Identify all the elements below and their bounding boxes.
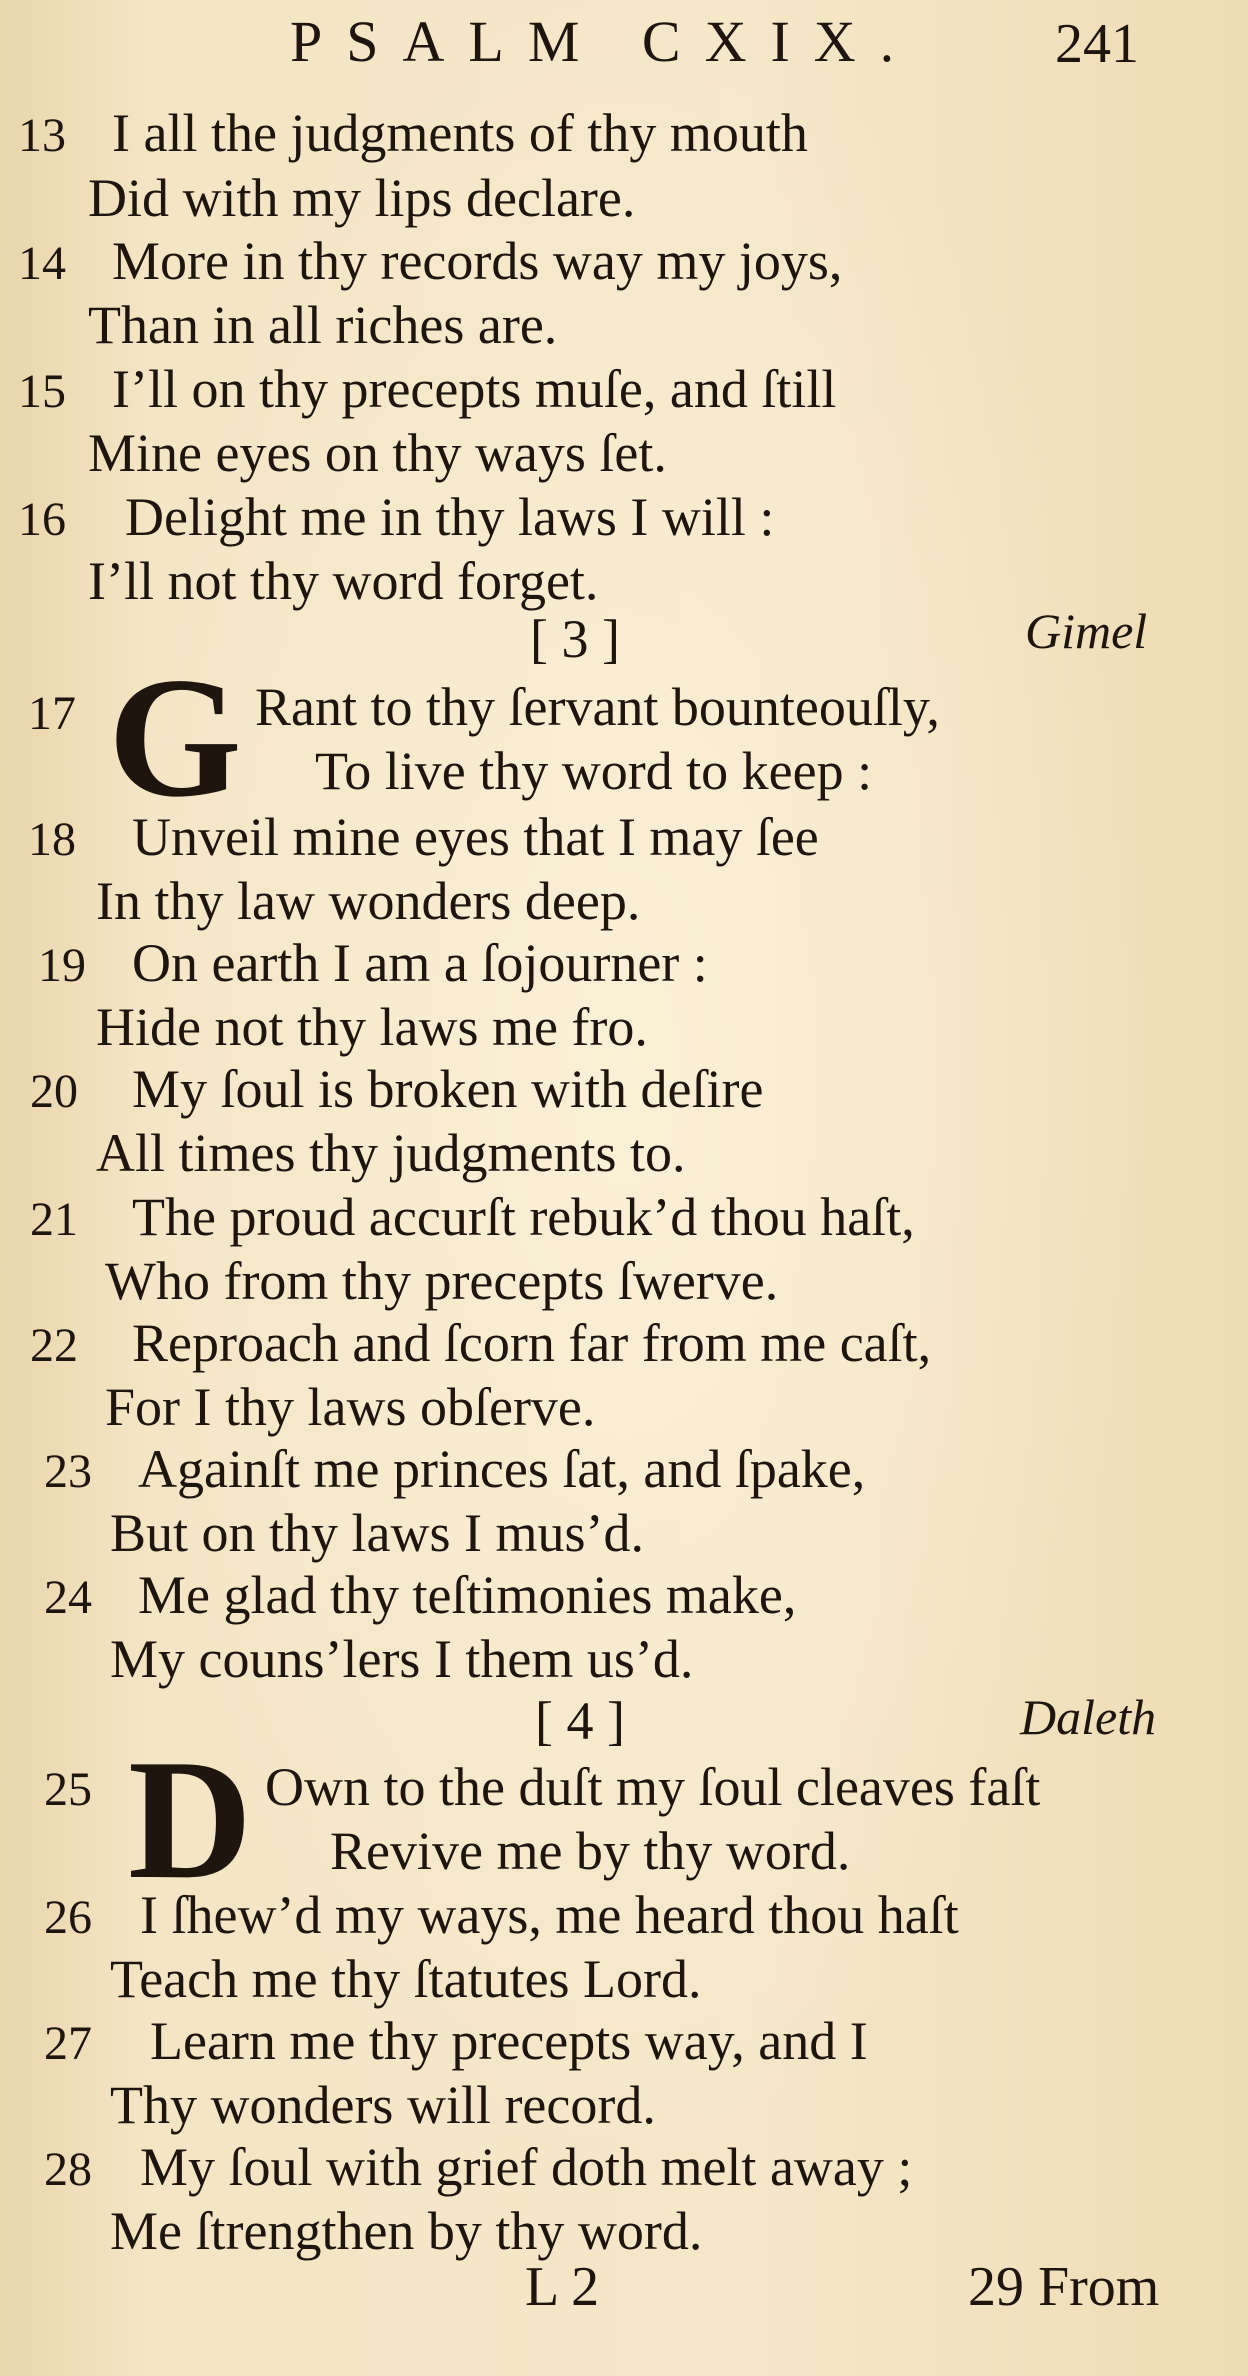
verse-line: I all the judgments of thy mouth bbox=[112, 103, 808, 163]
verse-line: I’ll not thy word forget. bbox=[88, 551, 599, 611]
verse-number: 25 bbox=[44, 1763, 92, 1816]
verse-line: In thy law wonders deep. bbox=[96, 871, 641, 931]
drop-cap-letter: G bbox=[108, 643, 242, 833]
drop-cap-letter: D bbox=[128, 1725, 253, 1915]
verse-line: Revive me by thy word. bbox=[330, 1821, 851, 1881]
verse-number: 27 bbox=[44, 2017, 92, 2070]
verse-line: I’ll on thy precepts muſe, and ſtill bbox=[112, 359, 837, 419]
verse-number: 23 bbox=[44, 1445, 92, 1498]
verse-line: To live thy word to keep : bbox=[315, 741, 873, 801]
verse-line: But on thy laws I mus’d. bbox=[110, 1503, 644, 1563]
verse-number: 22 bbox=[30, 1319, 78, 1372]
verse-line: Unveil mine eyes that I may ſee bbox=[132, 807, 819, 867]
verse-line: Teach me thy ſtatutes Lord. bbox=[110, 1949, 702, 2009]
signature-mark: L 2 bbox=[525, 2256, 600, 2318]
section-number: [ 3 ] bbox=[530, 609, 620, 669]
verse-line: Thy wonders will record. bbox=[110, 2075, 656, 2135]
verse-line: Againſt me princes ſat, and ſpake, bbox=[138, 1439, 866, 1499]
verse-number: 28 bbox=[44, 2143, 92, 2196]
verse-line: Who from thy precepts ſwerve. bbox=[105, 1251, 779, 1311]
verse-number: 20 bbox=[30, 1065, 78, 1118]
hebrew-letter-heading: Daleth bbox=[1020, 1689, 1157, 1745]
verse-line: Me glad thy teſtimonies make, bbox=[138, 1565, 797, 1625]
running-head: PSALM CXIX. bbox=[290, 9, 919, 74]
verse-line: Own to the duſt my ſoul cleaves faſt bbox=[265, 1757, 1041, 1817]
verse-line: Learn me thy precepts way, and I bbox=[150, 2011, 868, 2071]
verse-line: Mine eyes on thy ways ſet. bbox=[88, 423, 667, 483]
verse-number: 18 bbox=[28, 813, 76, 866]
verse-number: 14 bbox=[18, 237, 66, 290]
verse-number: 21 bbox=[30, 1193, 78, 1246]
page-number: 241 bbox=[1055, 13, 1139, 75]
verse-line: Hide not thy laws me fro. bbox=[96, 997, 648, 1057]
hebrew-letter-heading: Gimel bbox=[1025, 603, 1148, 659]
verse-number: 19 bbox=[38, 939, 86, 992]
verse-number: 16 bbox=[18, 493, 66, 546]
verse-number: 26 bbox=[44, 1891, 92, 1944]
verse-line: Rant to thy ſervant bounteouſly, bbox=[255, 677, 940, 737]
verse-line: I ſhew’d my ways, me heard thou haſt bbox=[140, 1885, 959, 1945]
verse-line: Delight me in thy laws I will : bbox=[125, 487, 775, 547]
verse-line: On earth I am a ſojourner : bbox=[132, 933, 708, 993]
verse-number: 24 bbox=[44, 1571, 92, 1624]
verse-line: The proud accurſt rebuk’d thou haſt, bbox=[132, 1187, 915, 1247]
verse-number: 15 bbox=[18, 365, 66, 418]
verse-line: Me ſtrengthen by thy word. bbox=[110, 2201, 703, 2261]
section-number: [ 4 ] bbox=[535, 1691, 625, 1751]
verse-line: Reproach and ſcorn far from me caſt, bbox=[132, 1313, 932, 1373]
verse-line: More in thy records way my joys, bbox=[112, 231, 843, 291]
verse-number: 17 bbox=[28, 687, 76, 740]
verse-number: 13 bbox=[18, 109, 66, 162]
verse-line: My couns’lers I them us’d. bbox=[110, 1629, 694, 1689]
catchword: 29 From bbox=[968, 2256, 1160, 2318]
verse-line: Than in all riches are. bbox=[88, 295, 558, 355]
verse-line: My ſoul is broken with deſire bbox=[132, 1059, 764, 1119]
verse-line: For I thy laws obſerve. bbox=[105, 1377, 596, 1437]
verse-line: My ſoul with grief doth melt away ; bbox=[140, 2137, 913, 2197]
verse-line: All times thy judgments to. bbox=[96, 1123, 686, 1183]
verse-line: Did with my lips declare. bbox=[88, 168, 636, 228]
